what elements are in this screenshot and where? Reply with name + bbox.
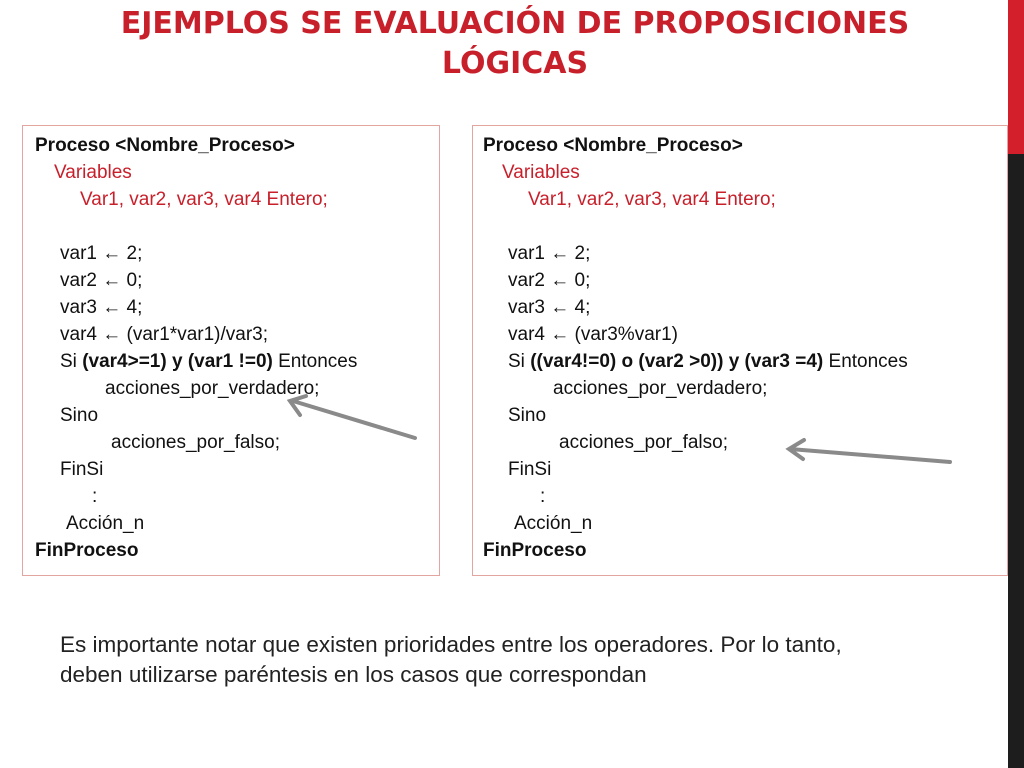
arrow-pointer-icon xyxy=(789,440,950,462)
entonces-keyword: Entonces xyxy=(823,351,908,372)
assign-var4: var4 ← (var3%var1) xyxy=(508,324,678,345)
proceso-header: Proceso <Nombre_Proceso> xyxy=(35,135,295,156)
sino-keyword: Sino xyxy=(508,405,547,426)
arrow-pointer-icon xyxy=(290,396,415,438)
entonces-keyword: Entonces xyxy=(272,351,358,372)
slide-title-line-2: LÓGICAS xyxy=(441,46,589,81)
finproceso-keyword: FinProceso xyxy=(483,540,587,561)
accion-n: Acción_n xyxy=(66,513,145,534)
variables-label: Variables xyxy=(54,162,132,183)
si-keyword: Si xyxy=(508,351,531,372)
if-condition: ((var4!=0) o (var2 >0)) y (var3 =4) xyxy=(530,351,824,372)
assign-var3: var3 ← 4; xyxy=(508,297,591,318)
footnote-line-2: deben utilizarse paréntesis en los casos que correspondan xyxy=(60,662,647,687)
assign-var3: var3 ← 4; xyxy=(60,297,143,318)
proceso-header: Proceso <Nombre_Proceso> xyxy=(483,135,743,156)
sino-keyword: Sino xyxy=(60,405,99,426)
assign-var2: var2 ← 0; xyxy=(508,270,591,291)
if-condition: (var4>=1) y (var1 !=0) xyxy=(82,351,273,372)
si-keyword: Si xyxy=(60,351,83,372)
false-actions: acciones_por_falso; xyxy=(111,432,280,453)
assign-var1: var1 ← 2; xyxy=(508,243,591,264)
assign-var1: var1 ← 2; xyxy=(60,243,143,264)
true-actions: acciones_por_verdadero; xyxy=(105,378,320,399)
accion-n: Acción_n xyxy=(514,513,593,534)
footnote-line-1: Es importante notar que existen prioridades entre los operadores. Por lo tanto, xyxy=(60,632,842,657)
variables-label: Variables xyxy=(502,162,580,183)
slide-title-line-1: EJEMPLOS SE EVALUACIÓN DE PROPOSICIONES xyxy=(120,6,910,41)
assign-var4: var4 ← (var1*var1)/var3; xyxy=(60,324,269,345)
ellipsis-colon: : xyxy=(92,486,98,507)
finsi-keyword: FinSi xyxy=(60,459,104,480)
assign-var2: var2 ← 0; xyxy=(60,270,143,291)
footnote-text xyxy=(60,630,980,690)
ellipsis-colon: : xyxy=(540,486,546,507)
finproceso-keyword: FinProceso xyxy=(35,540,139,561)
false-actions: acciones_por_falso; xyxy=(559,432,728,453)
variable-declaration: Var1, var2, var3, var4 Entero; xyxy=(80,189,328,210)
true-actions: acciones_por_verdadero; xyxy=(553,378,768,399)
variable-declaration: Var1, var2, var3, var4 Entero; xyxy=(528,189,776,210)
finsi-keyword: FinSi xyxy=(508,459,552,480)
